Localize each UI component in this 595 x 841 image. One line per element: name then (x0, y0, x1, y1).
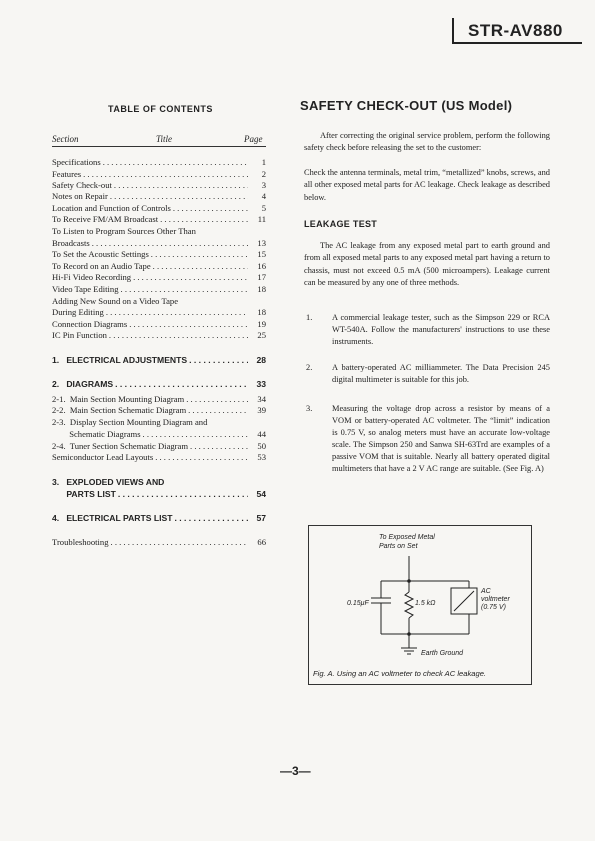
toc-leader-dots (160, 214, 248, 225)
method-number: 3. (306, 404, 313, 413)
toc-col-section: Section (52, 134, 79, 144)
toc-entry-page: 17 (257, 272, 266, 282)
toc-entry-page: 5 (261, 203, 266, 213)
toc-entry (52, 238, 266, 249)
toc-leader-dots (129, 319, 248, 330)
toc-entry (52, 296, 266, 307)
figure-a (308, 525, 532, 685)
toc-entry-label: 2. DIAGRAMS (52, 379, 114, 389)
leakage-test-title: LEAKAGE TEST (304, 219, 378, 229)
toc-leader-dots (118, 489, 248, 500)
toc-entry-label: Broadcasts (52, 238, 90, 248)
toc-entry (52, 330, 266, 341)
toc-entry-label: Hi-Fi Video Recording (52, 272, 132, 282)
toc-entry (52, 272, 266, 283)
toc-entry-label: 1. ELECTRICAL ADJUSTMENTS (52, 355, 188, 365)
toc-entry-page: 34 (257, 394, 266, 404)
toc-entry (52, 214, 266, 225)
leakage-paragraph: The AC leakage from any exposed metal part to earth ground and from all exposed metal parts to any exposed metal part having a return to chassis, must not exceed 0.5 mA (500 microampers). Leakage current can be measured by any one of three methods. (304, 241, 550, 288)
toc-entry-label: 2-1. Main Section Mounting Diagram (52, 394, 185, 404)
toc-entry-label: During Editing (52, 307, 104, 317)
toc-leader-dots (83, 169, 248, 180)
toc-entry-page: 57 (256, 513, 266, 523)
method-text: A commercial leakage tester, such as the Simpson 229 or RCA WT-540A. Follow the manufacturers' instructions to use these instruments. (332, 313, 550, 346)
toc-entry-label: Semiconductor Lead Layouts (52, 452, 154, 462)
toc-entry-page: 39 (257, 405, 266, 415)
method-text: Measuring the voltage drop across a resistor by means of a VOM or battery-operated AC voltmeter. The “limit” indication is 0.75 V, so analog meters must have an accurate low-voltage scale. The Simpson 250 and Sanwa SH-63Trd are examples of a passive VOM that is suitable. Nearly all battery operated digital multimeters that have a 2 V AC range are suitable. (See Fig. A) (332, 404, 550, 473)
toc-leader-dots (190, 441, 248, 452)
page-number: —3— (280, 764, 311, 778)
toc-entry-page: 18 (257, 307, 266, 317)
toc-title: TABLE OF CONTENTS (108, 104, 213, 114)
toc-entry-page: 11 (257, 214, 266, 224)
method-text: A battery-operated AC milliammeter. The Data Precision 245 digital multimeter is suitable for this job. (332, 363, 550, 384)
toc-entry-page: 54 (256, 489, 266, 499)
capacitor-label: 0.15μF (347, 600, 369, 607)
safety-intro-2: Check the antenna terminals, metal trim, “metallized” knobs, screws, and all other exposed metal parts for AC leakage. Check leakage as described below. (304, 168, 550, 202)
toc-entry (52, 226, 266, 237)
toc-entry-page: 33 (256, 379, 266, 389)
meter-label-2: voltmeter (481, 596, 510, 603)
toc-entry-label: Video Tape Editing (52, 284, 119, 294)
toc-entry-label: Troubleshooting (52, 537, 109, 547)
method-number: 2. (306, 363, 313, 372)
toc-entry-label: To Listen to Program Sources Other Than (52, 226, 196, 236)
toc-entry-label: 4. ELECTRICAL PARTS LIST (52, 513, 173, 523)
toc-entry-label: IC Pin Function (52, 330, 107, 340)
toc-entry-page: 25 (257, 330, 266, 340)
toc-entry-page: 53 (257, 452, 266, 462)
toc-entry-label: Schematic Diagrams (52, 429, 141, 439)
junction-dot (407, 632, 411, 636)
toc-entry-label: PARTS LIST (52, 489, 116, 499)
toc-leader-dots (110, 191, 248, 202)
ground-label: Earth Ground (421, 650, 464, 657)
toc-entry (52, 157, 266, 168)
toc-leader-dots (106, 307, 248, 318)
resistor-label: 1.5 kΩ (415, 600, 436, 607)
toc-entry-page: 66 (257, 537, 266, 547)
toc-entry-label: Connection Diagrams (52, 319, 128, 329)
toc-entry-page: 50 (257, 441, 266, 451)
toc-entry (52, 203, 266, 214)
toc-leader-dots (174, 513, 248, 524)
toc-entry-label: Notes on Repair (52, 191, 108, 201)
toc-entry (52, 191, 266, 202)
toc-entry-page: 4 (261, 191, 266, 201)
toc-leader-dots (109, 330, 248, 341)
toc-leader-dots (92, 238, 248, 249)
toc-entry (52, 180, 266, 191)
meter-label-3: (0.75 V) (481, 604, 506, 611)
meter-label: AC (481, 588, 491, 595)
toc-entry (52, 441, 266, 452)
toc-leader-dots (103, 157, 248, 168)
toc-entry-label: 2-2. Main Section Schematic Diagram (52, 405, 187, 415)
toc-entry-page: 1 (261, 157, 266, 167)
toc-entry-label: Location and Function of Controls (52, 203, 171, 213)
toc-entry-label: To Record on an Audio Tape (52, 261, 151, 271)
safety-title: SAFETY CHECK-OUT (US Model) (300, 98, 513, 113)
toc-entry-label: Safety Check-out (52, 180, 112, 190)
junction-dot (407, 579, 411, 583)
toc-leader-dots (115, 379, 248, 390)
model-number: STR-AV880 (452, 18, 582, 44)
toc-entry-label: 3. EXPLODED VIEWS AND (52, 477, 165, 487)
toc-leader-dots (114, 180, 248, 191)
toc-entry (52, 261, 266, 272)
figure-label-top-2: Parts on Set (379, 543, 418, 550)
toc-col-title: Title (156, 134, 173, 144)
toc-entry-label: 2-4. Tuner Section Schematic Diagram (52, 441, 189, 451)
toc-entry-label: 2-3. Display Section Mounting Diagram and (52, 417, 208, 427)
toc-leader-dots (173, 203, 248, 214)
toc-entry-page: 18 (257, 284, 266, 294)
toc-entry (52, 513, 266, 524)
toc-entry-page: 19 (257, 319, 266, 329)
toc-entry-page: 15 (257, 249, 266, 259)
method-number: 1. (306, 313, 313, 322)
toc-leader-dots (189, 355, 248, 366)
safety-intro: After correcting the original service problem, perform the following safety check before releasing the set to the customer: (304, 131, 550, 153)
toc-entry (52, 537, 266, 548)
toc-entry (52, 307, 266, 318)
method-item-2 (306, 362, 550, 386)
method-item-3 (306, 403, 550, 475)
toc-leader-dots (133, 272, 248, 283)
toc-entry (52, 379, 266, 390)
method-item-1 (306, 312, 550, 348)
toc-col-page: Page (244, 134, 263, 144)
toc-entry (52, 169, 266, 180)
toc-leader-dots (143, 429, 248, 440)
toc-entry (52, 452, 266, 463)
toc-entry (52, 489, 266, 500)
toc-entry-label: To Receive FM/AM Broadcast (52, 214, 159, 224)
toc-entry-page: 16 (257, 261, 266, 271)
toc-leader-dots (111, 537, 248, 548)
toc-entry-page: 2 (261, 169, 266, 179)
toc-entry-page: 44 (257, 429, 266, 439)
toc-entry (52, 319, 266, 330)
toc-entry-label: Adding New Sound on a Video Tape (52, 296, 179, 306)
toc-leader-dots (153, 261, 248, 272)
toc-entry-page: 13 (257, 238, 266, 248)
toc-entry (52, 417, 266, 428)
toc-leader-dots (151, 249, 248, 260)
toc-entry (52, 284, 266, 295)
toc-leader-dots (186, 394, 248, 405)
toc-header-rule (52, 146, 266, 147)
toc-leader-dots (121, 284, 248, 295)
toc-entry-label: Features (52, 169, 82, 179)
figure-caption: Fig. A. Using an AC voltmeter to check AC leakage. (313, 669, 487, 678)
toc-leader-dots (155, 452, 248, 463)
toc-entry-page: 28 (256, 355, 266, 365)
toc-entry-label: Specifications (52, 157, 101, 167)
toc-entry (52, 394, 266, 405)
toc-entry (52, 355, 266, 366)
toc-entry-page: 3 (261, 180, 266, 190)
toc-entry (52, 249, 266, 260)
toc-entry (52, 405, 266, 416)
toc-entry (52, 429, 266, 440)
leakage-circuit-diagram (309, 526, 531, 684)
figure-label-top: To Exposed Metal (379, 534, 435, 541)
toc-leader-dots (188, 405, 248, 416)
toc-entry (52, 477, 266, 488)
toc-entry-label: To Set the Acoustic Settings (52, 249, 149, 259)
